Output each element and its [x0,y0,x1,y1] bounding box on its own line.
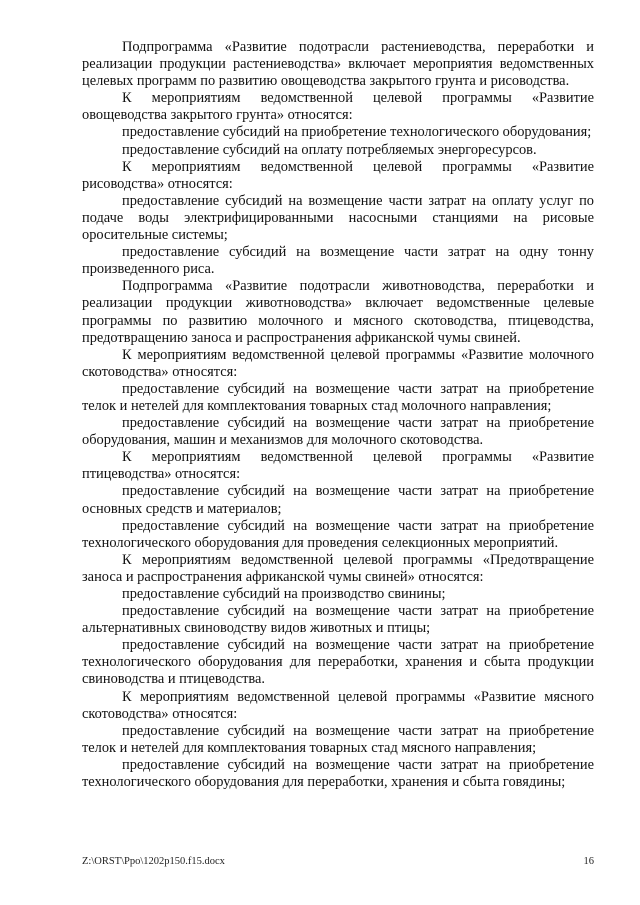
paragraph: предоставление субсидий на возмещение части затрат на приобретение телок и нетелей для комплектования товарных стад молочного направления; [82,380,594,414]
paragraph: Подпрограмма «Развитие подотрасли животноводства, переработки и реализации продукции животноводства» включает ведомственные целевые программы по развитию молочного и мясного скотоводства, птицеводства, предотвращению заноса и распространения африканской чумы свиней. [82,278,594,346]
paragraph: предоставление субсидий на возмещение части затрат на приобретение основных средств и материалов; [82,483,594,517]
page-footer [82,856,594,868]
paragraph: предоставление субсидий на возмещение части затрат на оплату услуг по подаче воды электрифицированными насосными станциями на рисовые оросительные системы; [82,192,594,244]
document-body [82,39,594,791]
paragraph: К мероприятиям ведомственной целевой программы «Развитие рисоводства» относятся: [82,158,594,192]
paragraph: предоставление субсидий на производство свинины; [122,586,446,602]
paragraph: предоставление субсидий на возмещение части затрат на приобретение технологического оборудования для переработки, хранения и сбыта продукции свиноводства и птицеводства. [82,637,594,688]
paragraph: К мероприятиям ведомственной целевой программы «Развитие молочного скотоводства» относятся: [82,346,594,380]
paragraph: предоставление субсидий на оплату потребляемых энергоресурсов. [122,141,537,158]
paragraph: предоставление субсидий на возмещение части затрат на приобретение технологического оборудования для проведения селекционных мероприятий. [82,517,594,551]
paragraph: К мероприятиям ведомственной целевой программы «Развитие овощеводства закрытого грунта» относятся: [82,90,594,124]
paragraph: К мероприятиям ведомственной целевой программы «Предотвращение заноса и распространения африканской чумы свиней» относятся: [82,551,594,585]
paragraph: предоставление субсидий на возмещение части затрат на приобретение технологического оборудования для переработки, хранения и сбыта говядины; [82,756,594,791]
paragraph: предоставление субсидий на возмещение части затрат на одну тонну произведенного риса. [82,244,594,278]
paragraph: предоставление субсидий на возмещение части затрат на приобретение оборудования, машин и механизмов для молочного скотоводства. [82,415,594,449]
paragraph: предоставление субсидий на возмещение части затрат на приобретение телок и нетелей для комплектования товарных стад мясного направления; [82,722,594,756]
paragraph: К мероприятиям ведомственной целевой программы «Развитие птицеводства» относятся: [82,449,594,483]
page-number: 16 [583,856,594,867]
paragraph: К мероприятиям ведомственной целевой программы «Развитие мясного скотоводства» относятся: [82,688,594,722]
paragraph: предоставление субсидий на возмещение части затрат на приобретение альтернативных свиноводству видов животных и птицы; [82,603,594,637]
paragraph: предоставление субсидий на приобретение технологического оборудования; [122,124,592,141]
footer-file-path: Z:\ORST\Ppo\1202p150.f15.docx [82,856,225,867]
paragraph: Подпрограмма «Развитие подотрасли растениеводства, переработки и реализации продукции растениеводства» включает мероприятия ведомственных целевых программ по развитию овощеводства закрытого грунта и рисоводства. [82,39,594,90]
